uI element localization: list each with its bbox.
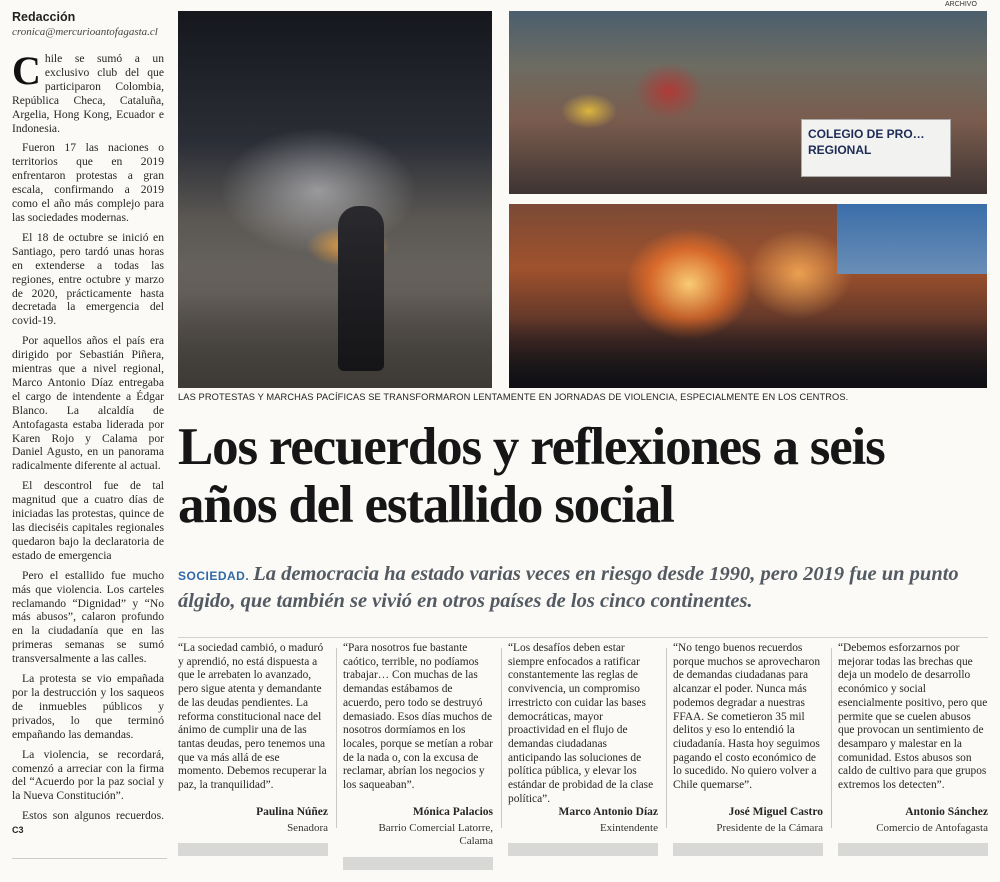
photo-banner: COLEGIO DE PRO… REGIONAL	[801, 119, 951, 177]
body-paragraph	[12, 48, 164, 135]
author-name: Redacción	[12, 10, 76, 24]
body-paragraph: El 18 de octubre se inició en Santiago, pero tardó unas horas en extenderse a todas las regiones, entre octubre y marzo de 2020, prácticamente hasta decretada la emergencia del covid-19.	[12, 230, 164, 328]
quote-role: Barrio Comercial Latorre, Calama	[378, 821, 493, 848]
footer-rule	[12, 858, 167, 859]
quote-text: “Para nosotros fue bastante caótico, terrible, no podíamos trabajar… Con muchas de las demandas estábamos de acuerdo, pero todo se destruyó demasiado. Esos días muchos de nosotros dormíamos en los locales, porque se metían a robar de la nada o, con la excusa de reclamar, abrían los negocios y los saqueaban”.	[343, 642, 493, 792]
dek	[178, 562, 988, 614]
body-paragraph: Fueron 17 las naciones o territorios que en 2019 enfrentaron protestas a gran escala, confirmando a 2019 como el año más complejo para las sociedades modernas.	[12, 141, 164, 224]
section-label: SOCIEDAD.	[178, 569, 250, 583]
photo-sky	[837, 204, 987, 274]
photo-peaceful-march	[509, 11, 987, 194]
dek-text: La democracia ha estado varias veces en riesgo desde 1990, pero 2019 fue un punto álgido, que también se vivió en otros países de los cinco continentes.	[178, 563, 959, 612]
quote-text: “La sociedad cambió, o maduró y aprendió, no está dispuesta a que le arrebaten lo avanzado, pero sigue atenta y demandante de las deudas pendientes. La reforma constitucional nace del ánimo de cumplir una de las tantas deudas, pero tenemos una que va más allá de ese momento. Debemos recuperar la paz, la tranquilidad”.	[178, 642, 327, 792]
byline	[12, 10, 172, 38]
photo-credit: ARCHIVO	[945, 1, 977, 8]
headline: Los recuerdos y reflexiones a seis años del estallido social	[178, 418, 885, 534]
drop-cap: C	[12, 48, 41, 93]
quote-role: Senadora	[287, 821, 328, 834]
quote-author: José Miguel Castro	[728, 806, 823, 818]
body-paragraph: Pero el estallido fue mucho más que violencia. Los carteles reclamando “Dignidad” y “No más abusos”, calaron profundo en la ciudadanía que en las primeras semanas se sumó transversalmente a las calles.	[12, 568, 164, 666]
body-paragraph: La protesta se vio empañada por la destrucción y los saqueos de inmuebles públicos y privados, lo que terminó empañando las demandas.	[12, 672, 164, 741]
divider	[178, 637, 988, 638]
column-divider	[501, 648, 502, 828]
body-text: hile se sumó a un exclusivo club del que participaron Colombia, República Checa, Cataluña, Argelia, Hong Kong, Ecuador e Indonesia.	[12, 52, 164, 135]
column-divider	[336, 648, 337, 828]
end-mark: C3	[12, 825, 24, 836]
body-paragraph	[12, 809, 164, 838]
photo-caption: LAS PROTESTAS Y MARCHAS PACÍFICAS SE TRANSFORMARON LENTAMENTE EN JORNADAS DE VIOLENCIA, ESPECIALMENTE EN LOS CENTROS.	[178, 392, 849, 402]
column-divider	[831, 648, 832, 828]
quote-role: Exintendente	[599, 821, 658, 834]
quote-column	[838, 642, 988, 856]
quote-column	[343, 642, 493, 870]
quote-role: Comercio de Antofagasta	[876, 821, 988, 834]
photo-street-protest	[178, 11, 492, 388]
quote-footer-bar	[343, 857, 493, 870]
quote-author: Antonio Sánchez	[905, 806, 988, 818]
body-paragraph: Por aquellos años el país era dirigido por Sebastián Piñera, mientras que a nivel regional, Marco Antonio Díaz entregaba el cargo de intendente a Édgar Blanco. La alcaldía de Antofagasta estaba liderada por Karen Rojo y Calama por Daniel Agusto, en un panorama radicalmente diferente al actual.	[12, 334, 164, 473]
photo-fire-riot	[509, 204, 987, 388]
quote-author: Mónica Palacios	[412, 806, 493, 818]
photo-police-silhouettes	[509, 318, 987, 388]
quote-column	[673, 642, 823, 856]
quote-text: “Debemos esforzarnos por mejorar todas las brechas que deja un modelo de desarrollo económico y social esencialmente positivo, pero que permite que se cuelen abusos que provocan un sentimiento de desamparo y malestar en la comunidad. Estos abusos son caldo de cultivo para que grupos extremos los detecten”.	[838, 642, 988, 792]
column-divider	[666, 648, 667, 828]
quote-column	[508, 642, 658, 856]
body-paragraph: La violencia, se recordará, comenzó a arreciar con la firma del “Acuerdo por la paz social y la Nueva Constitución”.	[12, 747, 164, 803]
body-text: Estos son algunos recuerdos.	[22, 809, 164, 823]
quote-column	[178, 642, 328, 856]
quote-footer-bar	[673, 843, 823, 856]
quote-text: “No tengo buenos recuerdos porque muchos se aprovecharon de demandas ciudadanas para alcanzar el poder. Nunca más podemos degradar a nuestras FFAA. Se cometieron 35 mil delitos y eso lo entendió la ciudadanía. Hasta hoy seguimos pagando el costo económico de lo sucedido. No quiero volver a Chile quemarse”.	[673, 642, 821, 792]
photo-person-silhouette	[338, 206, 384, 371]
quote-text: “Los desafíos deben estar siempre enfocados a ratificar constantemente las reglas de convivencia, un compromiso irrestricto con cuidar las bases democráticas, mayor proactividad en el flujo de demandas ciudadanas anticipando las soluciones de política pública, y elevar los estándar de probidad de la clase política”.	[508, 642, 654, 805]
quote-footer-bar	[178, 843, 328, 856]
body-paragraph: El descontrol fue de tal magnitud que a cuatro días de iniciadas las protestas, quince de las dieciséis capitales regionales quedaron bajo la declaratoria de estado de emergencia	[12, 479, 164, 562]
author-email[interactable]: cronica@mercurioantofagasta.cl	[12, 26, 158, 38]
quote-role: Presidente de la Cámara	[716, 821, 823, 834]
photo-street-ground	[178, 268, 492, 388]
article-body	[12, 48, 164, 844]
quote-footer-bar	[508, 843, 658, 856]
quote-author: Marco Antonio Díaz	[558, 806, 658, 818]
quote-author: Paulina Núñez	[256, 806, 328, 818]
quote-footer-bar	[838, 843, 988, 856]
